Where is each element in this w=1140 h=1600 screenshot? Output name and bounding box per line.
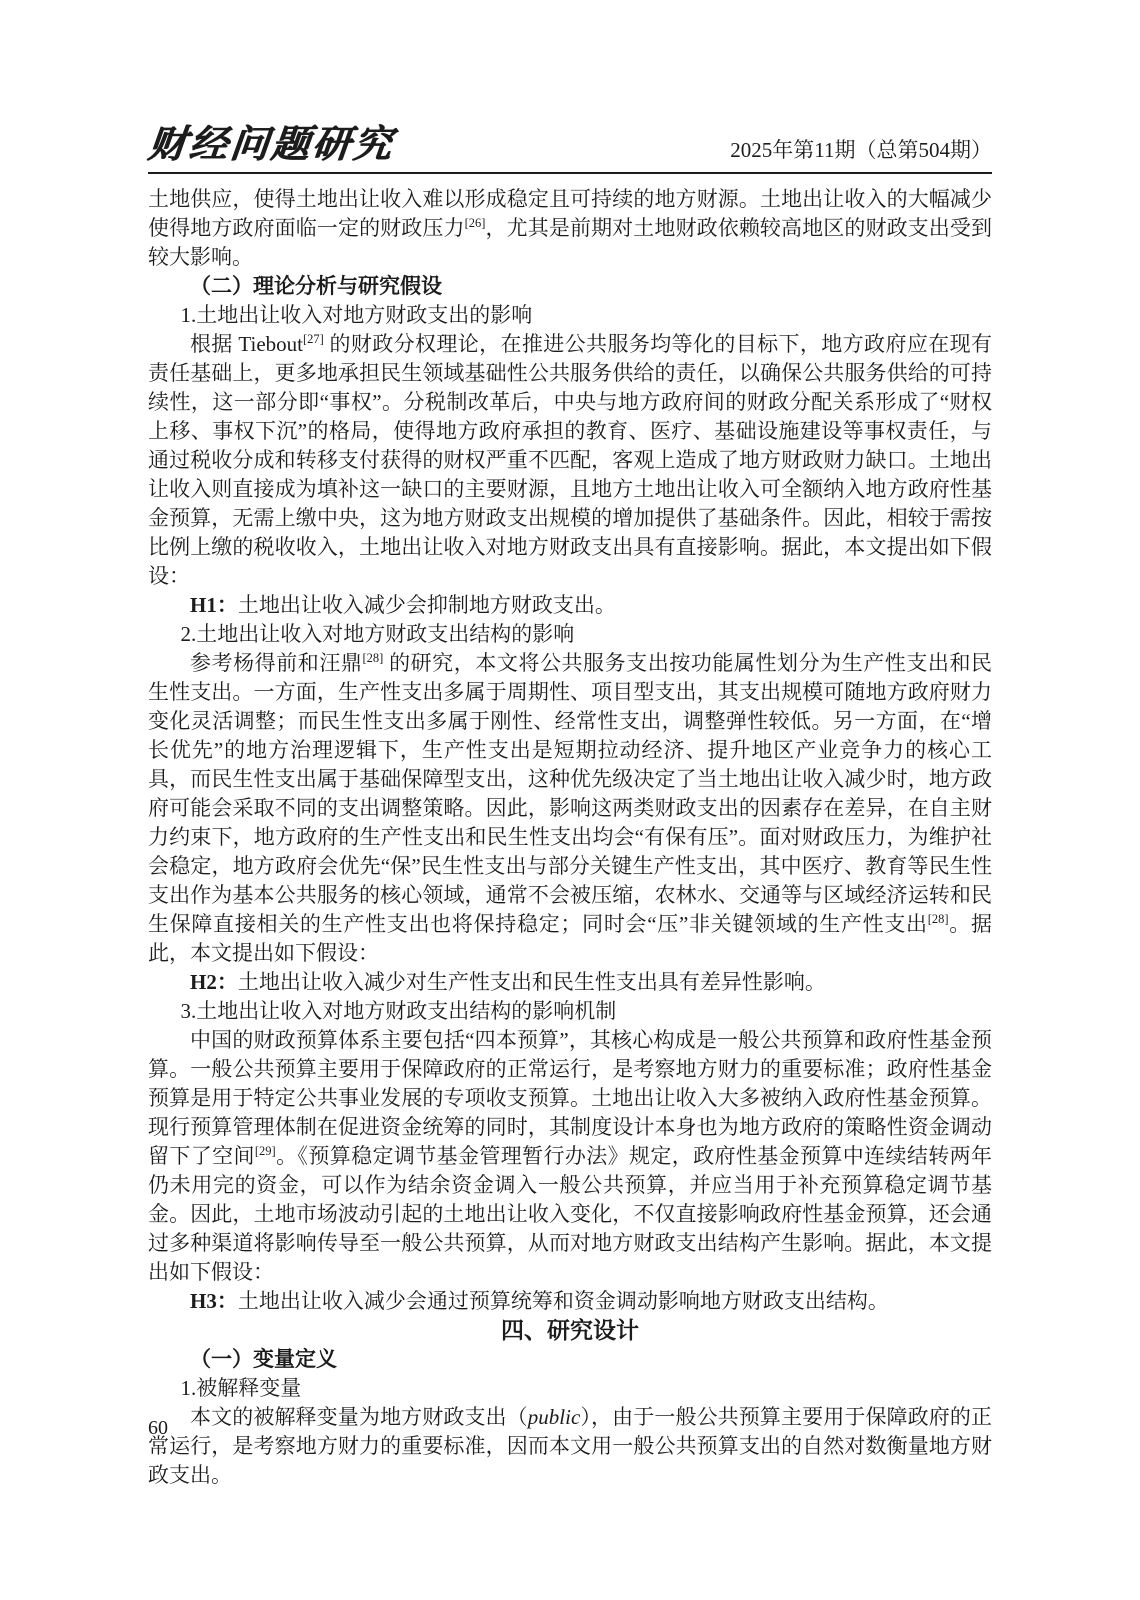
page-content [145,0,993,1490]
paragraph-text: 的研究，本文将公共服务支出按功能属性划分为生产性支出和民生性支出。一方面，生产性支出多属于周期性、项目型支出，其支出规模可随地方政府财力变化灵活调整；而民生性支出多属于刚性、经常性支出，调整弹性较低。另一方面，在“增长优先”的地方治理逻辑下，生产性支出是短期拉动经济、提升地区产业竞争力的核心工具，而民生性支出属于基础保障型支出，这种优先级决定了当土地出让收入减少时，地方政府可能会采取不同的支出调整策略。因此，影响这两类财政支出的因素存在差异，在自主财力约束下，地方政府的生产性支出和民生性支出均会“有保有压”。面对财政压力，为维护社会稳定，地方政府会优先“保”民生性支出与部分关键生产性支出，其中医疗、教育等民生性支出作为基本公共服务的核心领域，通常不会被压缩，农林水、交通等与区域经济运转和民生保障直接相关的生产性支出也将保持稳定；同时会“压”非关键领域的生产性支出 [148,651,993,936]
paragraph-text: 根据 Tiebout [190,332,303,356]
paragraph-text: 的财政分权理论，在推进公共服务均等化的目标下，地方政府应在现有责任基础上，更多地承担民生领域基础性公共服务供给的责任，以确保公共服务供给的可持续性，这一部分即“事权”。分税制改革后，中央与地方政府间的财政分配关系形成了“财权上移、事权下沉”的格局，使得地方政府承担的教育、医疗、基础设施建设等事权责任，与通过税收分成和转移支付获得的财权严重不匹配，客观上造成了地方财政财力缺口。土地出让收入则直接成为填补这一缺口的主要财源，且地方土地出让收入可全额纳入地方政府性基金预算，无需上缴中央，这为地方财政支出规模的增加提供了基础条件。因此，相较于需按比例上缴的税收收入，土地出让收入对地方财政支出具有直接影响。据此，本文提出如下假设： [148,332,992,588]
paragraph-text: ，尤其是前期对土地财政依赖较高地区的财政支出受到较大影响。 [148,216,993,269]
citation-ref-26: [26] [464,216,486,230]
subheading-1: 1.土地出让收入对地方财政支出的影响 [180,303,533,327]
paragraph-text: ），由于一般公共预算主要用于保障政府的正常运行，是考察地方财力的重要标准，因而本文用一般公共预算支出的自然对数衡量地方财政支出。 [148,1405,993,1487]
paragraph-tiebout [148,330,992,591]
article-body [148,185,992,1490]
hypothesis-h3 [148,1287,992,1316]
heading-variable-definition: （一）变量定义 [190,1348,337,1371]
heading-theory-analysis: （二）理论分析与研究假设 [190,275,442,298]
issue-info: 2025年第11期（总第504期） [730,138,992,162]
paragraph-text: 土地供应，使得土地出让收入难以形成稳定且可持续的地方财源。土地出让收入的大幅减少使得地方政府面临一定的财政压力 [148,187,992,240]
subheading-4: 1.被解释变量 [180,1376,302,1400]
journal-logo: 财经问题研究 [145,124,397,166]
paragraph-dependent-variable [148,1403,992,1490]
paragraph-text: 参考杨得前和汪鼎 [190,651,363,675]
page-header [145,0,992,174]
hypothesis-h1 [148,591,992,620]
hypothesis-text: 土地出让收入减少对生产性支出和民生性支出具有差异性影响。 [237,970,826,994]
hypothesis-h2 [148,968,992,997]
citation-ref-28: [28] [362,651,384,665]
page-number: 60 [148,1417,168,1439]
variable-name-public: public [527,1405,581,1429]
citation-ref-29: [29] [254,1144,276,1158]
hypothesis-text: 土地出让收入减少会通过预算统筹和资金调动影响地方财政支出结构。 [237,1289,889,1313]
subheading-2: 2.土地出让收入对地方财政支出结构的影响 [180,622,575,646]
paragraph-text: 本文的被解释变量为地方财政支出（ [190,1405,528,1429]
paragraph-text: 。据此，本文提出如下假设： [148,912,993,965]
paragraph-continued [148,185,992,272]
citation-ref-27: [27] [302,332,324,346]
hypothesis-label: H1： [190,593,238,617]
paragraph-text: 。《预算稳定调节基金管理暂行办法》规定，政府性基金预算中连续结转两年仍未用完的资金，可以作为结余资金调入一般公共预算，并应当用于补充预算稳定调节基金。因此，土地市场波动引起的土地出让收入变化，不仅直接影响政府性基金预算，还会通过多种渠道将影响传导至一般公共预算，从而对地方财政支出结构产生影响。据此，本文提出如下假设： [148,1144,993,1284]
hypothesis-text: 土地出让收入减少会抑制地方财政支出。 [237,593,616,617]
paragraph-text: 中国的财政预算体系主要包括“四本预算”，其核心构成是一般公共预算和政府性基金预算。一般公共预算主要用于保障政府的正常运行，是考察地方财力的重要标准；政府性基金预算是用于特定公共事业发展的专项收支预算。土地出让收入大多被纳入政府性基金预算。现行预算管理体制在促进资金统筹的同时，其制度设计本身也为地方政府的策略性资金调动留下了空间 [148,1028,992,1168]
hypothesis-label: H3： [190,1289,238,1313]
paragraph-mechanism [148,1026,992,1287]
citation-ref-28b: [28] [927,912,949,926]
section-title-research-design: 四、研究设计 [501,1317,639,1343]
hypothesis-label: H2： [190,970,238,994]
paragraph-structure [148,649,992,968]
subheading-3: 3.土地出让收入对地方财政支出结构的影响机制 [180,999,617,1023]
